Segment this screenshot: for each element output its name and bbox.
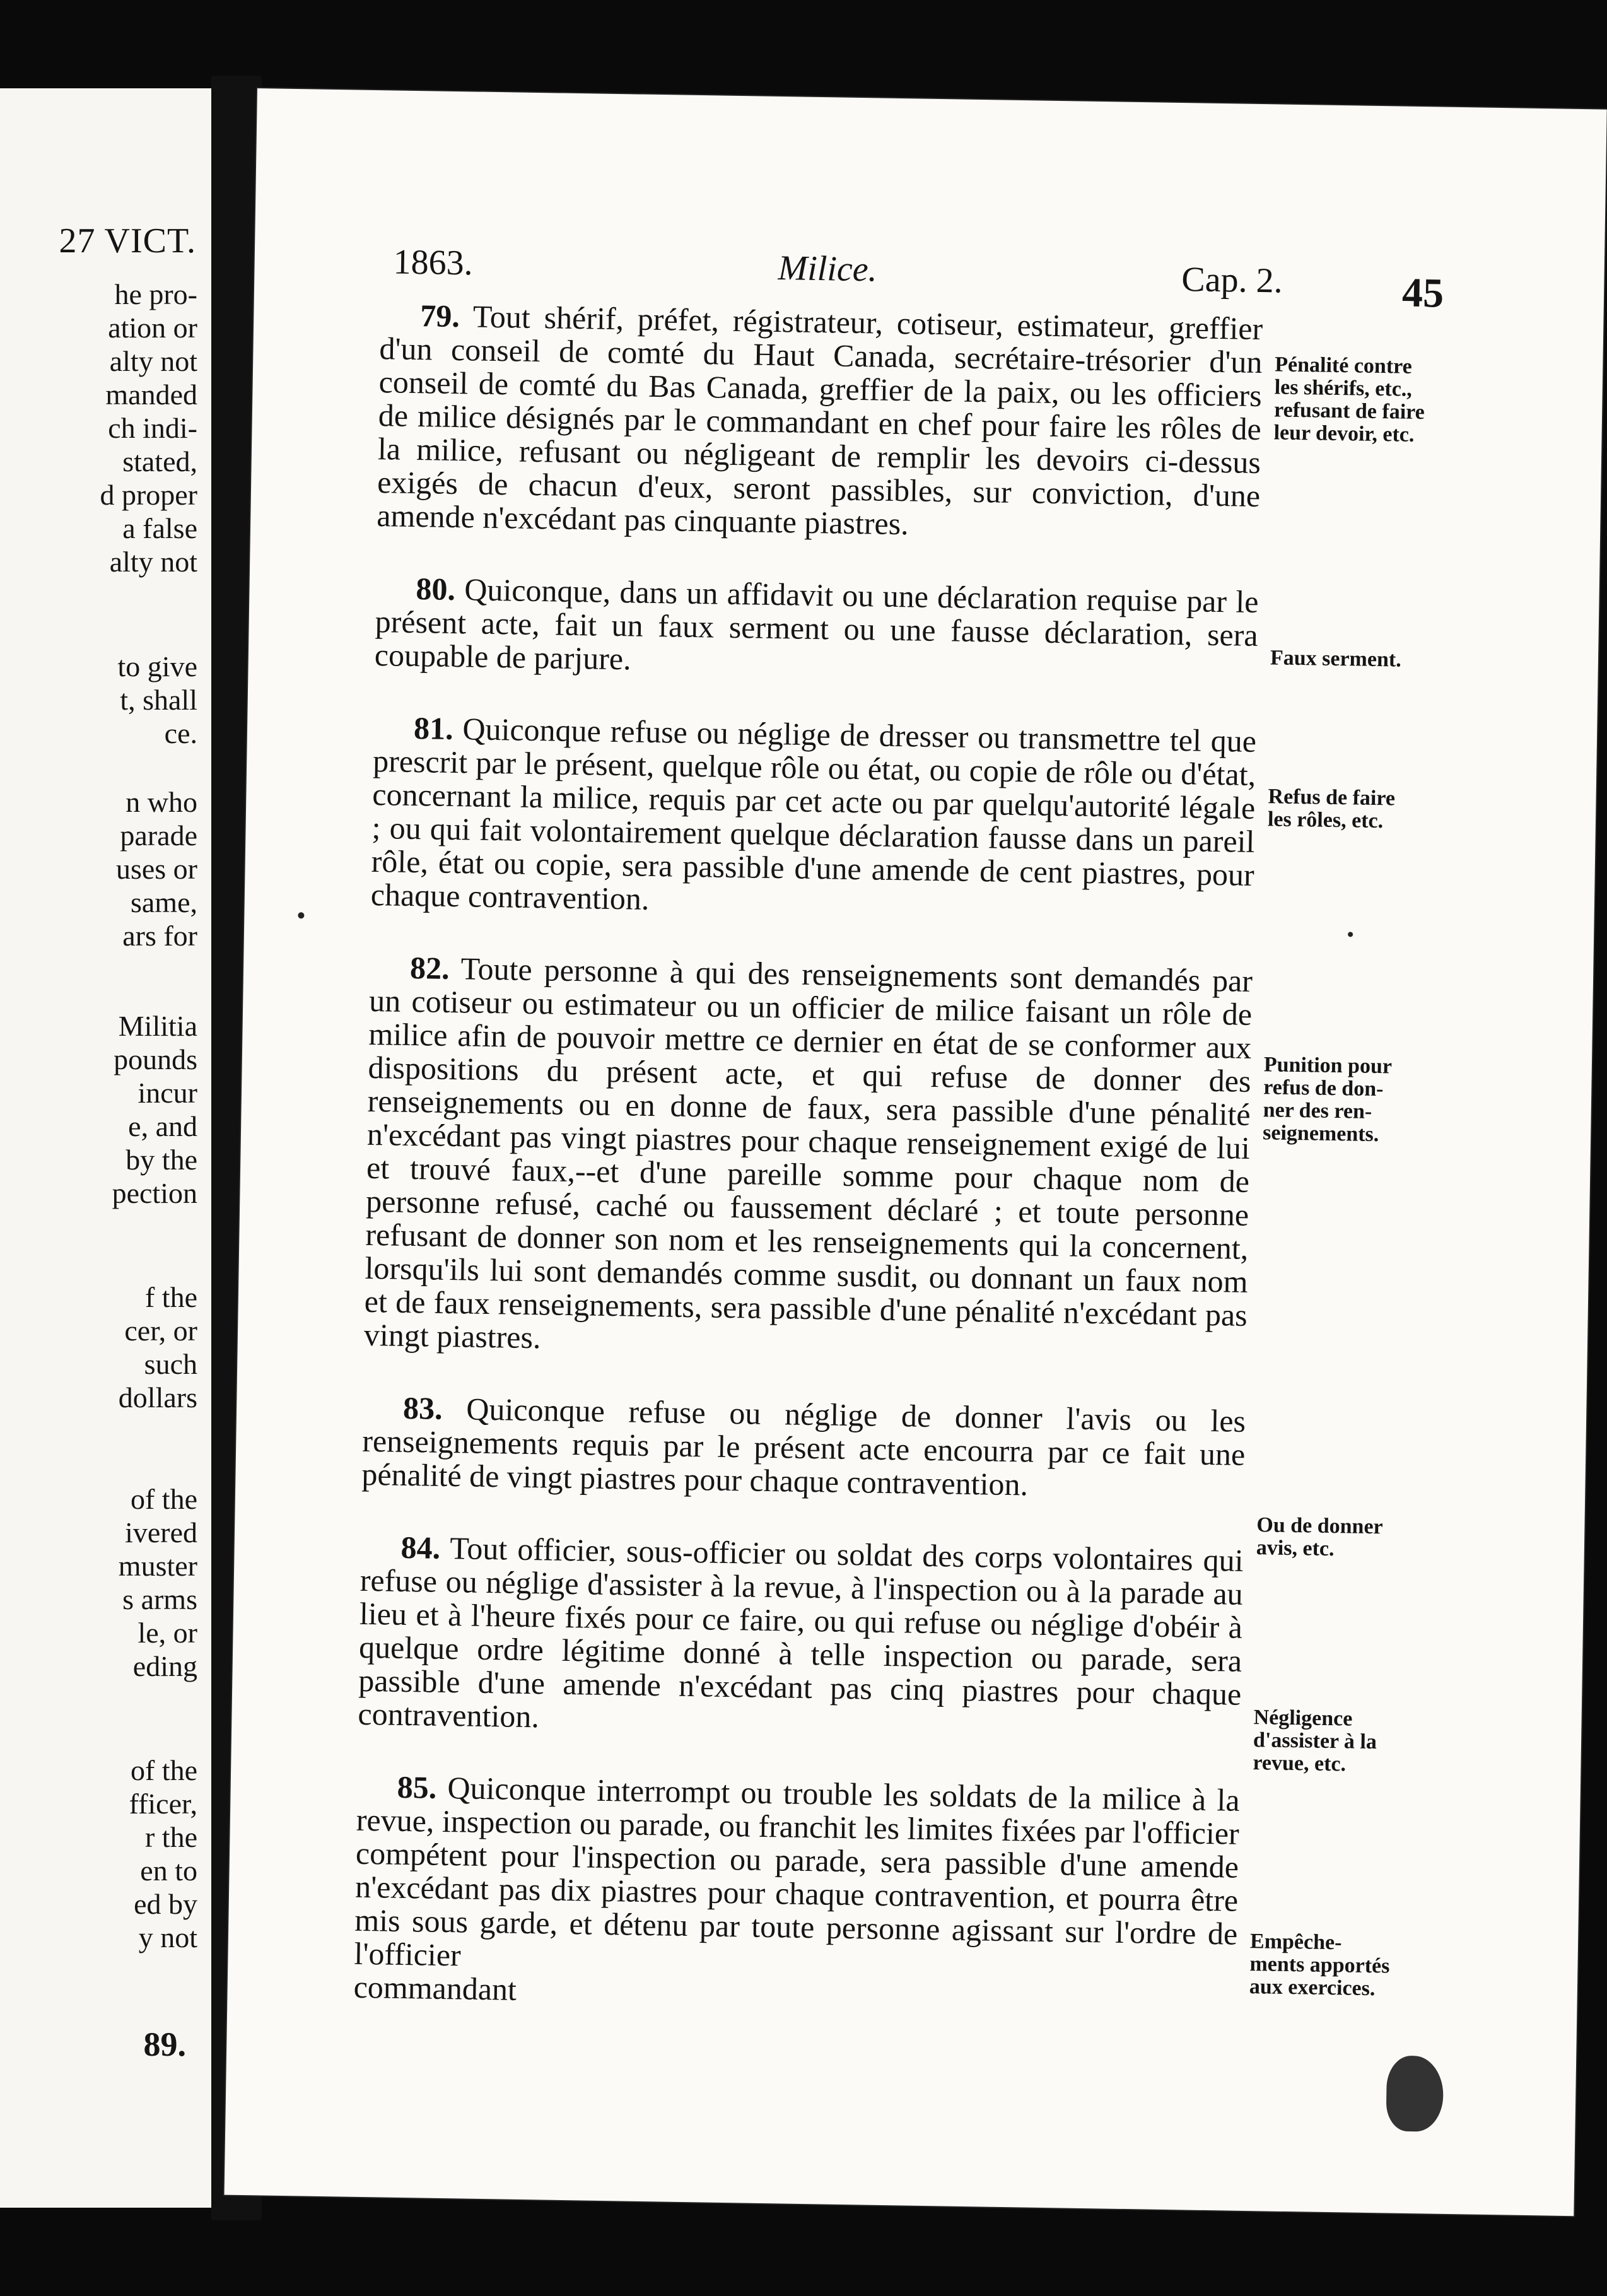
previous-page-line: d proper — [100, 479, 197, 511]
marginal-note-line: avis, etc. — [1256, 1536, 1335, 1561]
marginal-note — [1263, 1053, 1392, 1146]
previous-page-line: r the — [144, 1821, 197, 1853]
marginal-note-line: ner des ren- — [1263, 1098, 1372, 1123]
header-year: 1863. — [393, 242, 474, 283]
previous-page-text-block — [129, 1754, 197, 1954]
header-title: Milice. — [778, 249, 878, 290]
section-text: Quiconque interrompt ou trouble les soldats de la milice à la revue, inspection ou parade, ou franchit les limites fixées par l'officier compétent pour l'inspection ou parade, sera passible d'une amende n'excédant pas dix piastres pour chaque contravention, et pourra être mis sous garde, et détenu par toute personne agissant sur l'ordre de l'officier — [354, 1770, 1241, 1973]
header-chapter: Cap. 2. — [1181, 260, 1283, 301]
previous-page-line: of the — [130, 1483, 197, 1515]
previous-page-line: uses or — [115, 853, 197, 885]
marginal-note-line: revue, etc. — [1253, 1751, 1347, 1776]
marginal-note-line: Pénalité contre — [1275, 353, 1413, 378]
scan-blot — [1386, 2056, 1444, 2132]
section-number: 84. — [400, 1529, 441, 1566]
marginal-note-line: Négligence — [1253, 1706, 1353, 1731]
section-84 — [358, 1530, 1244, 1745]
section-text: Quiconque refuse ou néglige de donner l'avis ou les renseignements requis par le présent acte encourra par ce fait une pénalité de vingt piastres pour chaque contravention. — [361, 1391, 1246, 1502]
previous-page-text-block — [100, 278, 197, 578]
previous-page-fragment — [0, 88, 211, 2208]
previous-page-line: such — [144, 1348, 197, 1380]
previous-page-line: le, or — [137, 1617, 197, 1649]
previous-page-line: f the — [144, 1281, 197, 1313]
previous-page-line: ation or — [108, 312, 197, 344]
previous-page-line: alty not — [109, 546, 197, 578]
section-85 — [353, 1770, 1240, 2018]
previous-page-line: parade — [120, 819, 197, 852]
marginal-note — [1249, 1930, 1391, 2000]
scan-speck — [1348, 932, 1353, 937]
section-81 — [371, 711, 1257, 925]
section-80 — [374, 571, 1258, 686]
previous-page-text-block — [118, 650, 197, 750]
previous-page-line: same, — [130, 886, 197, 918]
previous-page-line: en to — [140, 1854, 197, 1887]
section-text: Tout shérif, préfet, régistrateur, cotiseur, estimateur, greffier d'un conseil de comté du Haut Canada, secrétaire-trésorier d'un conseil de comté du Bas Canada, greffier de la paix, ou les officiers de milice désignés par le commandant en chef pour faire les rôles de la milice, refusant ou négligeant de remplir les devoirs ci-dessus exigés de chacun d'eux, seront passibles, sur conviction, d'une amende n'excédant pas cinquante piastres. — [376, 298, 1263, 542]
previous-page-line: dollars — [118, 1381, 197, 1414]
previous-page-line: cer, or — [124, 1315, 197, 1347]
previous-page-text-block — [112, 1009, 197, 1210]
marginal-note-line: les rôles, etc. — [1267, 807, 1384, 833]
marginal-note — [1256, 1514, 1383, 1561]
section-79 — [377, 298, 1263, 546]
previous-page-line: ch indi- — [108, 412, 197, 444]
marginal-note-line: aux exercices. — [1249, 1975, 1376, 2001]
section-number: 82. — [409, 949, 450, 986]
previous-page-line: ars for — [122, 920, 197, 952]
previous-page-line: to give — [117, 650, 197, 682]
previous-page-line: of the — [130, 1754, 197, 1786]
marginal-note-line: refus de don- — [1263, 1075, 1384, 1101]
section-text: Quiconque refuse ou néglige de dresser ou transmettre tel que prescrit par le présent, quelque rôle ou état, ou copie de rôle ou d'état, concernant la milice, requis par cet acte ou par quelqu'autorité légale ; ou qui fait volontairement quelque déclaration fausse dans un pareil rôle, état ou copie, sera passible d'une amende de cent piastres, pour chaque contravention. — [370, 711, 1257, 917]
section-82 — [364, 951, 1253, 1366]
previous-page-text-block — [116, 785, 197, 952]
page — [225, 88, 1607, 2216]
marginal-note-line: Punition pour — [1263, 1053, 1393, 1079]
section-number: 83. — [402, 1390, 443, 1426]
marginal-note — [1268, 785, 1396, 833]
section-number: 85. — [397, 1769, 437, 1805]
previous-page-text-block — [119, 1482, 197, 1683]
previous-page-line: ce. — [164, 717, 197, 749]
page-number: 45 — [1401, 269, 1444, 317]
previous-page-line: pection — [112, 1177, 197, 1209]
previous-page-header: 27 VICT. — [59, 221, 196, 261]
previous-page-line: n who — [126, 786, 197, 818]
marginal-note-line: leur devoir, etc. — [1273, 421, 1415, 447]
previous-page-line: a false — [122, 512, 197, 544]
marginal-note — [1253, 1706, 1377, 1776]
marginal-note — [1270, 647, 1401, 671]
marginal-note-line: ments apportés — [1249, 1952, 1390, 1978]
section-number: 79. — [419, 298, 460, 334]
previous-page-line: y not — [138, 1921, 197, 1953]
previous-page-line: ivered — [125, 1516, 197, 1549]
previous-page-line: fficer, — [129, 1788, 197, 1820]
previous-page-line: ed by — [134, 1888, 197, 1920]
previous-page-line: s arms — [122, 1583, 197, 1615]
section-number: 80. — [416, 571, 456, 607]
marginal-note-line: les shérifs, etc., — [1274, 375, 1413, 401]
marginal-note-line: seignements. — [1262, 1121, 1379, 1147]
previous-page-line: t, shall — [120, 684, 197, 716]
section-text: Tout officier, sous-officier ou soldat des corps volontaires qui refuse ou néglige d'assister à la revue, à l'inspection ou à la parade au lieu et à l'heure fixés pour ce faire, ou qui refuse ou néglige d'obéir à quelque ordre légitime donné à telle inspection ou parade, sera passible d'une amende n'excédant pas cinq piastres pour chaque contravention. — [358, 1530, 1244, 1735]
previous-page-line: eding — [132, 1650, 197, 1682]
section-83 — [361, 1391, 1246, 1505]
section-text: Quiconque, dans un affidavit ou une déclaration requise par le présent acte, fait un faux serment ou une fausse déclaration, sera coupable de parjure. — [374, 571, 1259, 677]
marginal-note-line: refusant de faire — [1273, 398, 1425, 425]
previous-page-line: muster — [118, 1550, 197, 1582]
marginal-note-line: Empêche- — [1249, 1930, 1342, 1955]
previous-page-line: stated, — [122, 445, 197, 477]
catchword: commandant — [353, 1969, 517, 2007]
previous-page-line: by the — [126, 1144, 197, 1176]
marginal-note-line: Ou de donner — [1256, 1513, 1383, 1539]
previous-page-line: e, and — [128, 1110, 197, 1142]
previous-page-text-block — [119, 1280, 197, 1414]
previous-page-line: incur — [137, 1077, 197, 1109]
previous-page-line: pounds — [114, 1043, 197, 1075]
marginal-note — [1273, 353, 1425, 447]
previous-page-line: manded — [105, 378, 197, 411]
previous-page-line: Militia — [118, 1010, 197, 1042]
previous-page-line: alty not — [109, 345, 197, 377]
marginal-note-line: Faux serment. — [1270, 646, 1402, 672]
previous-page-footer: 89. — [143, 2025, 186, 2063]
section-number: 81. — [413, 710, 454, 747]
marginal-note-line: Refus de faire — [1268, 785, 1396, 811]
previous-page-line: he pro- — [114, 278, 197, 310]
section-text: Toute personne à qui des renseignements sont demandés par un cotiseur ou estimateur ou un officier de milice faisant un rôle de milice afin de pouvoir mettre ce dernier en état de se conformer aux dispositions du présent acte, et qui refuse de donner des renseignements ou en donne de faux, sera passible d'une pénalité n'excédant pas vingt piastres pour chaque renseignement exigé de lui et trouvé faux,--et d'une pareille somme pour chaque nom de personne refusé, caché ou faussement déclaré ; et toute personne refusant de donner son nom et les renseignements qui la concernent, lorsqu'ils lui sont demandés comme susdit, ou donnant un faux nom et de faux renseignements, sera passible d'une pénalité n'excédant pas vingt piastres. — [363, 951, 1253, 1356]
marginal-note-line: d'assister à la — [1253, 1728, 1377, 1754]
scan-speck — [298, 912, 304, 918]
page-body — [353, 298, 1263, 2057]
